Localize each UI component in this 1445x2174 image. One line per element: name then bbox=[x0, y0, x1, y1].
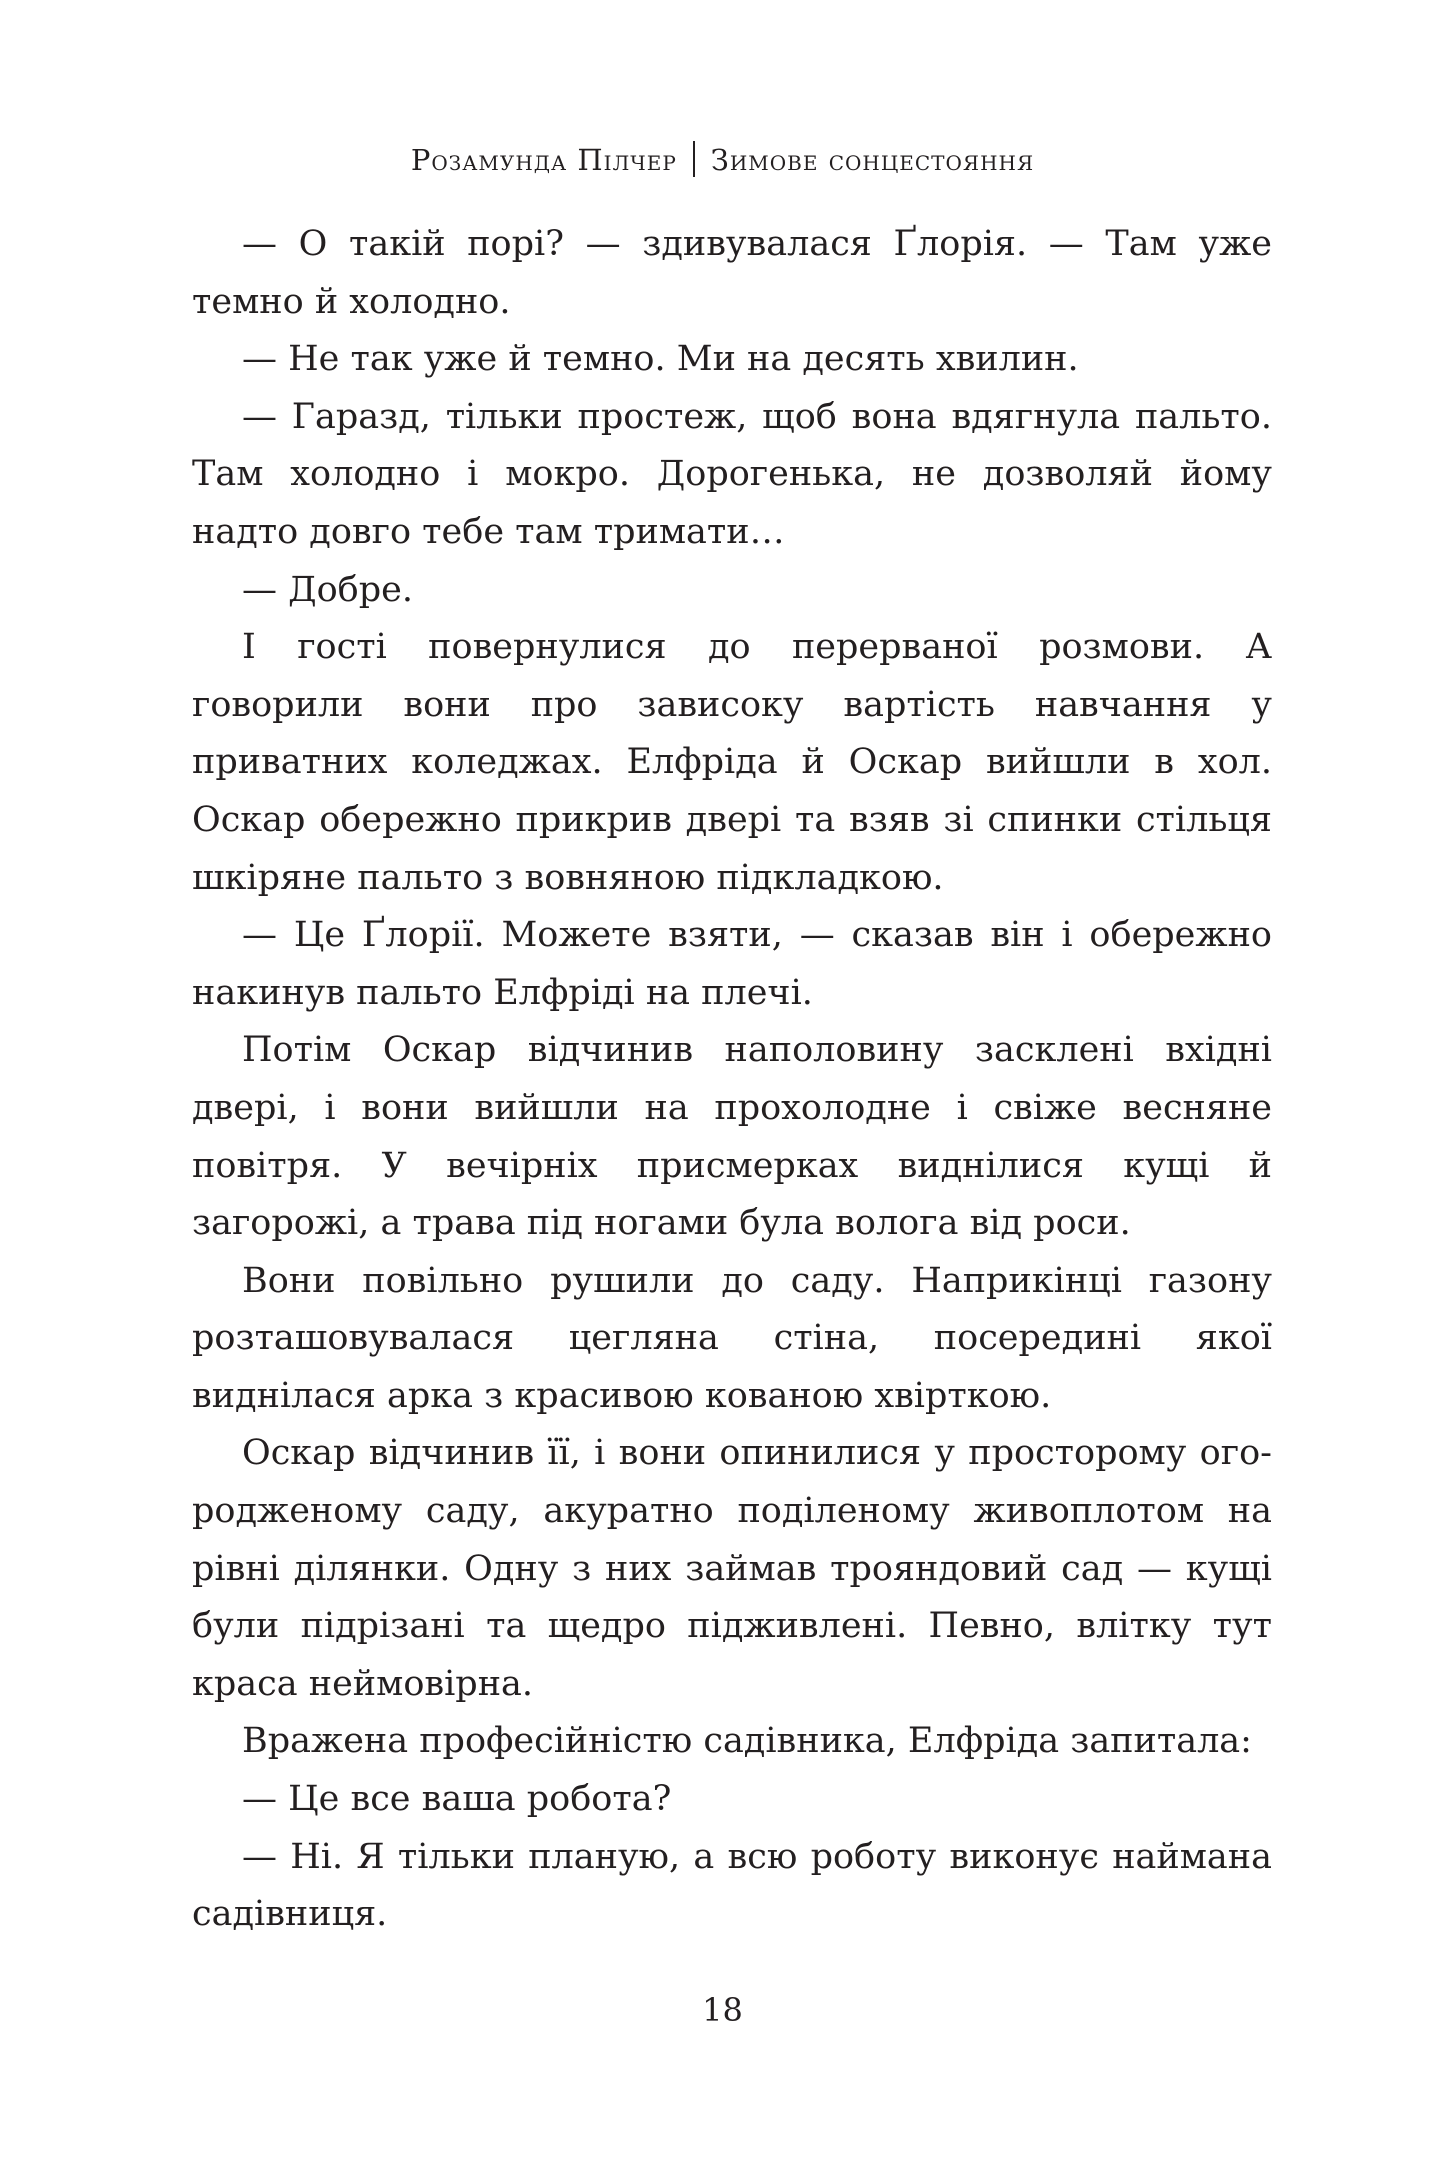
paragraph: Вражена професійністю садівника, Елфріда запитала: bbox=[242, 1721, 1252, 1762]
paragraph: — Це все ваша робота? bbox=[242, 1779, 672, 1820]
paragraph: — Не так уже й темно. Ми на десять хвилин. bbox=[242, 339, 1079, 380]
paragraph: — Гаразд, тільки простеж, щоб вона вдягнула пальто. Там холодно і мокро. Дорогенька, не дозволяй йому надто довго тебе там тримати… bbox=[192, 396, 1272, 552]
running-head-author: Розамунда Пілчер bbox=[410, 143, 677, 177]
paragraph: Потім Оскар відчинив наполовину засклені вхідні двері, і вони вийшли на прохолодне і свіже весняне повітря. У вечірніх присмерках виднілися кущі й загорожі, а трава під ногами була волога від роси. bbox=[192, 1030, 1272, 1244]
running-head bbox=[0, 140, 1445, 180]
paragraph: — О такій порі? — здивувалася Ґлорія. — Там уже темно й холодно. bbox=[192, 224, 1272, 322]
paragraph: — Добре. bbox=[242, 569, 413, 610]
running-head-divider bbox=[693, 141, 695, 177]
body-text bbox=[192, 216, 1272, 1944]
paragraph: — Ні. Я тільки планую, а всю роботу виконує наймана садівниця. bbox=[192, 1836, 1272, 1935]
paragraph: І гості повернулися до перерваної розмови. А говорили вони про зависоку вартість навчання у приватних коледжах. Елфріда й Оскар вийшли в хол. Оскар обережно прикрив двері та взяв зі спинки стільця шкіряне пальто з вовняною підкладкою. bbox=[192, 627, 1272, 898]
page-number: 18 bbox=[702, 1991, 743, 2029]
paragraph: Вони повільно рушили до саду. Наприкінці газону розташовувалася цегляна стіна, посередині якої виднілася арка з красивою кованою хвірткою. bbox=[192, 1260, 1272, 1416]
running-head-title: Зимове сонцестояння bbox=[710, 143, 1035, 177]
paragraph: — Це Ґлорії. Можете взяти, — сказав він і обережно накинув пальто Елфріді на плечі. bbox=[192, 915, 1272, 1013]
paragraph: Оскар відчинив її, і вони опинилися у просторому огородженому саду, акуратно поділеному живоплотом на рівні ділянки. Одну з них займав трояндовий сад — кущі були підрізані та щедро підживлені. Певно, влітку тут краса неймовірна. bbox=[192, 1433, 1272, 1704]
